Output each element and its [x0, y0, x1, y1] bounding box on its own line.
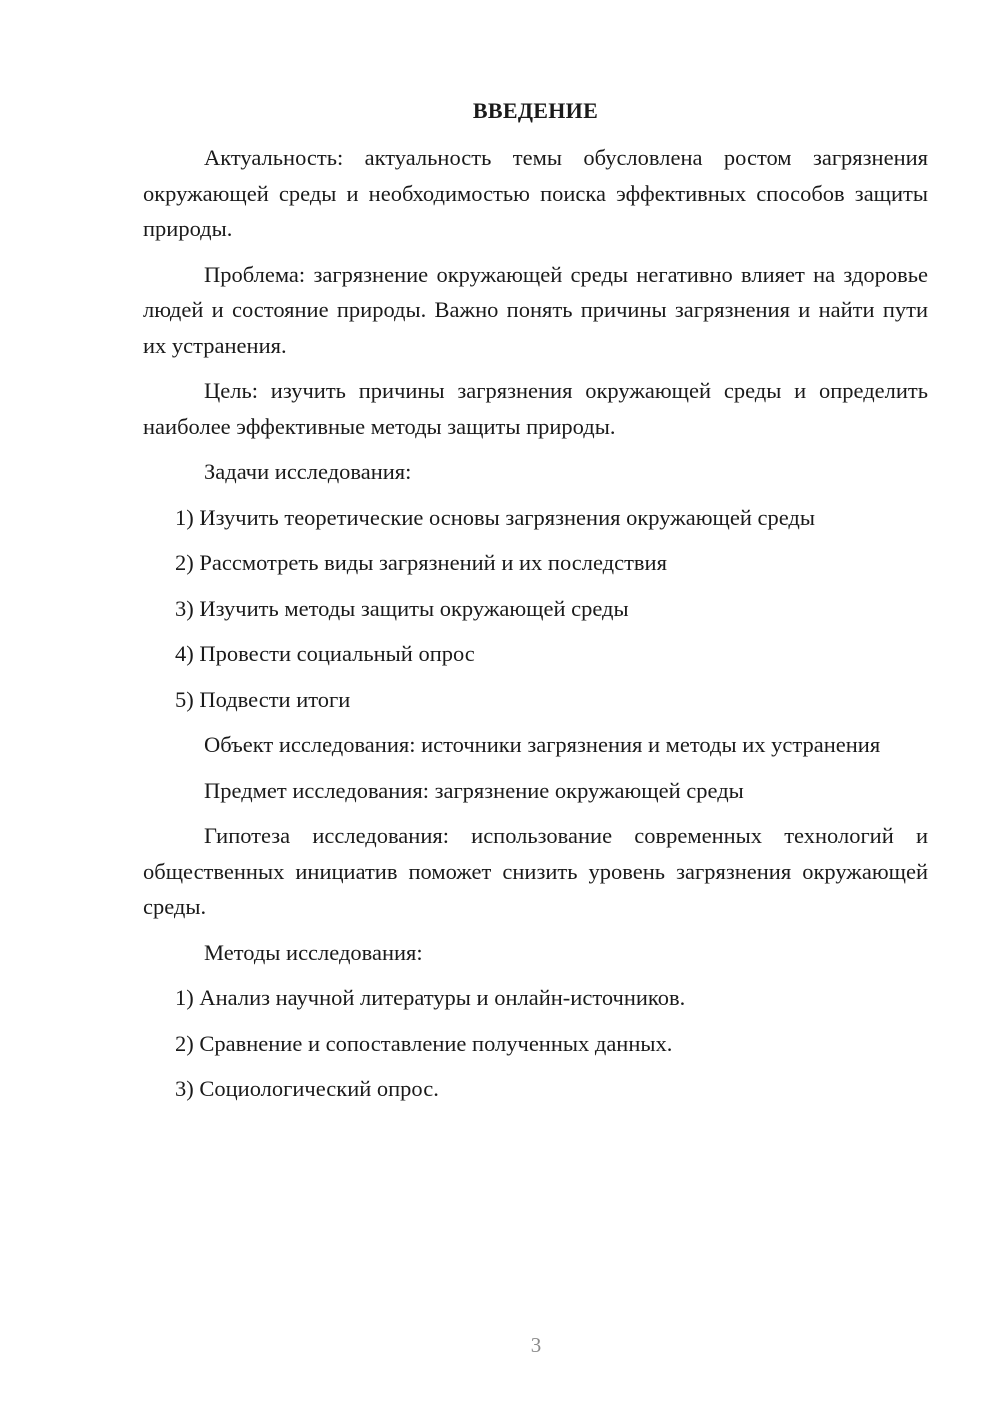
subject-paragraph: Предмет исследования: загрязнение окружающей среды	[204, 777, 744, 803]
goal-paragraph: Цель: изучить причины загрязнения окружающей среды и определить наиболее эффективные методы защиты природы.	[143, 378, 928, 439]
list-item: 1) Изучить теоретические основы загрязнения окружающей среды	[175, 504, 815, 530]
page-number: 3	[530, 1333, 542, 1357]
hypothesis-paragraph: Гипотеза исследования: использование современных технологий и общественных инициатив поможет снизить уровень загрязнения окружающей среды.	[143, 823, 928, 919]
list-item: 5) Подвести итоги	[175, 686, 351, 712]
list-item: 2) Рассмотреть виды загрязнений и их последствия	[175, 550, 667, 575]
list-item: 4) Провести социальный опрос	[175, 641, 475, 666]
list-item: 1) Анализ научной литературы и онлайн-источников.	[175, 985, 686, 1010]
problem-paragraph: Проблема: загрязнение окружающей среды негативно влияет на здоровье людей и состояние природы. Важно понять причины загрязнения и найти пути их устранения.	[143, 261, 928, 358]
methods-heading: Методы исследования:	[204, 939, 423, 965]
tasks-heading: Задачи исследования:	[204, 459, 412, 484]
list-item: 3) Изучить методы защиты окружающей среды	[175, 595, 629, 621]
page-title: ВВЕДЕНИЕ	[472, 98, 599, 123]
methods-list	[143, 980, 928, 1107]
list-item: 2) Сравнение и сопоставление полученных данных.	[175, 1030, 673, 1056]
page-content	[143, 96, 928, 1117]
list-item: 3) Социологический опрос.	[175, 1076, 439, 1101]
object-paragraph: Объект исследования: источники загрязнения и методы их устранения	[204, 732, 881, 757]
tasks-list	[143, 500, 928, 718]
relevance-paragraph: Актуальность: актуальность темы обусловлена ростом загрязнения окружающей среды и необходимостью поиска эффективных способов защиты природы.	[143, 145, 928, 241]
